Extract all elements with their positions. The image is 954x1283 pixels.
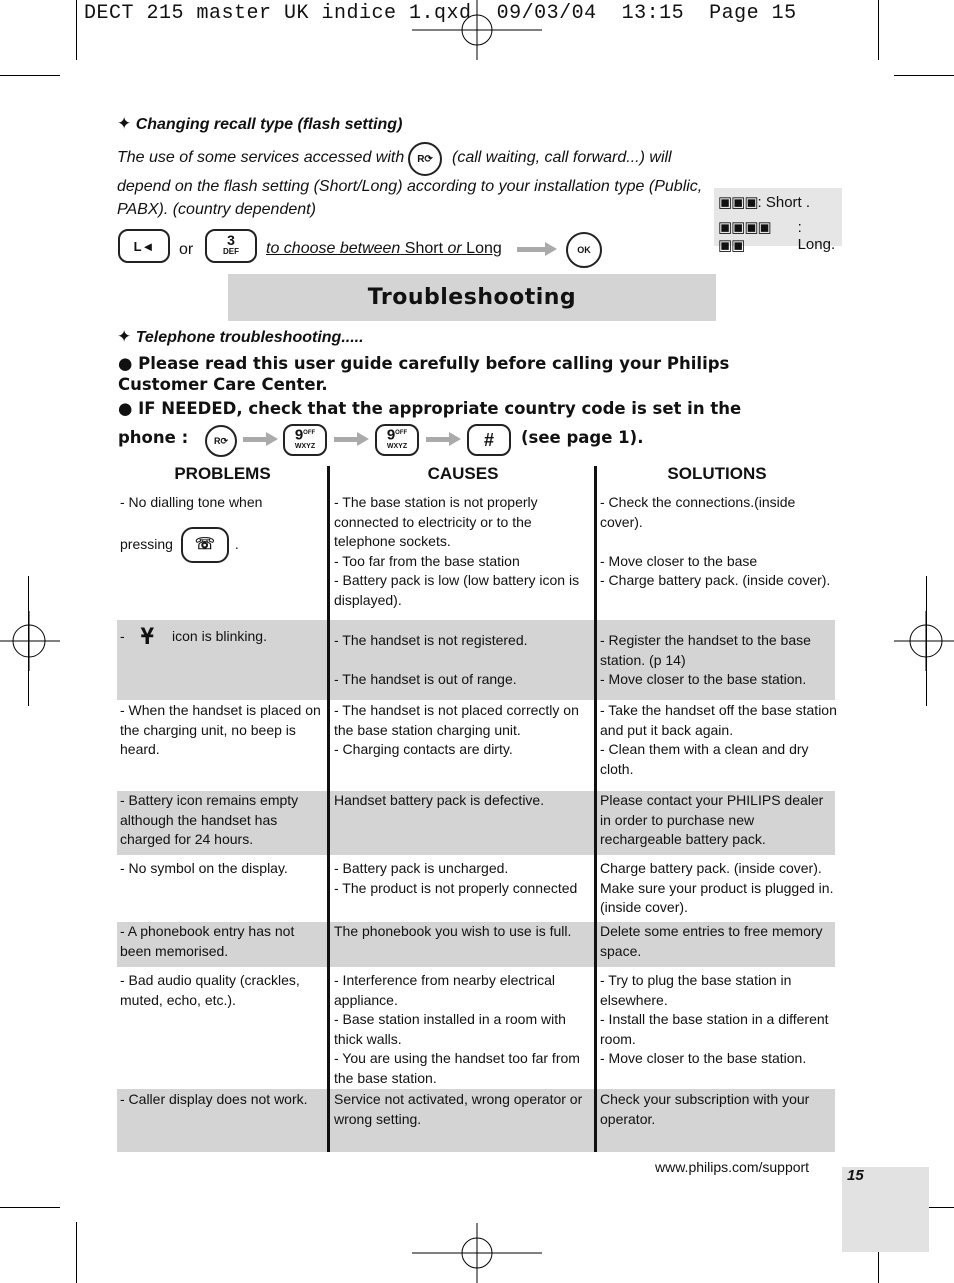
section-title: Troubleshooting: [228, 274, 716, 321]
legend-short: : Short .: [757, 193, 811, 211]
bullet-read-guide: ● Please read this user guide carefully before calling your Philips Customer Care Center.: [118, 354, 730, 394]
crop-mark: [894, 75, 954, 76]
choose-instruction: to choose between Short or Long: [266, 240, 502, 257]
solution-cell: - Try to plug the base station in elsewhere. - Install the base station in a different room. - Move closer to the base station.: [600, 972, 829, 1066]
arrow-icon: [243, 437, 268, 442]
crop-mark: [76, 1222, 77, 1283]
solution-cell: - Take the handset off the base station and put it back again. - Clean them with a clean and dry cloth.: [600, 702, 837, 777]
cause-cell: - The handset is not placed correctly on the base station charging unit. - Charging contacts are dirty.: [334, 702, 579, 757]
arrow-head-icon: [545, 242, 557, 256]
see-page: (see page 1).: [521, 428, 644, 447]
header-solutions: SOLUTIONS: [667, 464, 767, 483]
crop-mark: [76, 0, 77, 60]
solution-cell: - Register the handset to the base station. (p 14) - Move closer to the base station.: [600, 632, 811, 687]
page-number: 15: [847, 1167, 864, 1184]
star-bullet-icon: ✦: [117, 327, 132, 346]
long-flash-icon: ▣▣▣▣ ▣▣: [718, 219, 771, 254]
registration-mark-bottom: [412, 1223, 542, 1283]
solution-cell: Please contact your PHILIPS dealer in order to purchase new rechargeable battery pack.: [600, 792, 824, 847]
page-number-tab: [842, 1167, 929, 1252]
short-flash-icon: ▣▣▣: [718, 194, 758, 211]
cause-cell: Handset battery pack is defective.: [334, 792, 545, 808]
arrow-head-icon: [266, 432, 278, 446]
crop-mark: [0, 75, 60, 76]
flash-legend: [714, 188, 842, 254]
header-causes: CAUSES: [427, 464, 499, 483]
solution-cell: Check your subscription with your operator.: [600, 1091, 810, 1127]
registration-mark-left: [0, 611, 60, 671]
registration-mark-right: [894, 611, 954, 671]
or-text: or: [179, 241, 194, 258]
hash-key-icon: #: [467, 424, 511, 456]
print-slug: DECT 215 master UK indice 1.qxd 09/03/04 13:15 Page 15: [84, 2, 797, 25]
talk-key-icon: ☏: [181, 527, 229, 563]
crop-mark: [878, 0, 879, 60]
key-9-icon: $9^{OFF}$ WXYZ: [283, 424, 327, 456]
arrow-head-icon: [357, 432, 369, 446]
cause-cell: - The base station is not properly connected to electricity or to the telephone sockets. - Too far from the base station - Battery pack is low (low battery icon is displayed).: [334, 494, 580, 608]
dot-bullet-icon: ●: [118, 354, 133, 373]
cause-cell: The phonebook you wish to use is full.: [334, 923, 572, 939]
problem-cell: - Ұ icon is blinking.: [120, 623, 267, 650]
problem-cell: - Battery icon remains empty although the handset has charged for 24 hours.: [120, 792, 299, 847]
registration-mark-top: [412, 0, 542, 60]
recall-text-1: The use of some services accessed with: [117, 149, 405, 166]
recall-key-icon: R⟳: [205, 425, 237, 457]
arrow-icon: [334, 437, 359, 442]
recall-key-icon: R ⟳: [408, 142, 442, 176]
column-divider: [327, 466, 330, 1152]
problem-cell: - No symbol on the display.: [120, 860, 288, 876]
header-problems: PROBLEMS: [174, 464, 271, 483]
solution-cell: Delete some entries to free memory space.: [600, 923, 823, 959]
recall-text-2: (call waiting, call forward...) will: [452, 149, 672, 166]
legend-long: : Long.: [797, 219, 836, 253]
crop-mark: [0, 1207, 60, 1208]
cause-cell: Service not activated, wrong operator or wrong setting.: [334, 1091, 583, 1127]
cause-cell: - Interference from nearby electrical appliance. - Base station installed in a room with thick walls. - You are using the handset too far from the base station.: [334, 972, 580, 1086]
left-key-icon: L◄: [118, 229, 170, 263]
cause-cell: - Battery pack is uncharged. - The product is not properly connected: [334, 860, 578, 896]
recall-heading-text: Changing recall type (flash setting): [135, 116, 403, 133]
star-bullet-icon: ✦: [117, 114, 132, 133]
problem-cell: - No dialling tone when pressing ☏ .: [120, 493, 325, 563]
antenna-icon: Ұ: [140, 623, 155, 650]
dot-bullet-icon: ●: [118, 399, 133, 418]
bullet-country-code: ● IF NEEDED, check that the appropriate country code is set in the: [118, 399, 742, 418]
telephone-heading-text: Telephone troubleshooting.....: [135, 329, 364, 346]
solution-cell: - Check the connections.(inside cover). - Move closer to the base - Charge battery pack. (inside cover).: [600, 494, 831, 588]
recall-heading: [117, 114, 402, 134]
problem-cell: - Caller display does not work.: [120, 1091, 308, 1107]
problem-cell: - A phonebook entry has not been memorised.: [120, 923, 295, 959]
recall-text-3: depend on the flash setting (Short/Long) according to your installation type (Public,: [117, 178, 703, 195]
recall-text-4: PABX). (country dependent): [117, 201, 316, 218]
support-url: www.philips.com/support: [655, 1159, 810, 1175]
key-9-icon: $9^{OFF}$ WXYZ: [375, 424, 419, 456]
ok-key-icon: OK: [566, 232, 602, 268]
arrow-icon: [517, 247, 547, 252]
solution-cell: Charge battery pack. (inside cover). Make sure your product is plugged in. (inside cover).: [600, 860, 834, 915]
arrow-head-icon: [449, 432, 461, 446]
phone-label: phone :: [118, 428, 189, 447]
telephone-heading: [117, 327, 364, 347]
cause-cell: - The handset is not registered. - The handset is out of range.: [334, 632, 528, 687]
problem-cell: - When the handset is placed on the charging unit, no beep is heard.: [120, 702, 321, 757]
key-3-icon: 3 DEF: [205, 229, 257, 263]
problem-cell: - Bad audio quality (crackles, muted, echo, etc.).: [120, 972, 300, 1008]
arrow-icon: [426, 437, 451, 442]
